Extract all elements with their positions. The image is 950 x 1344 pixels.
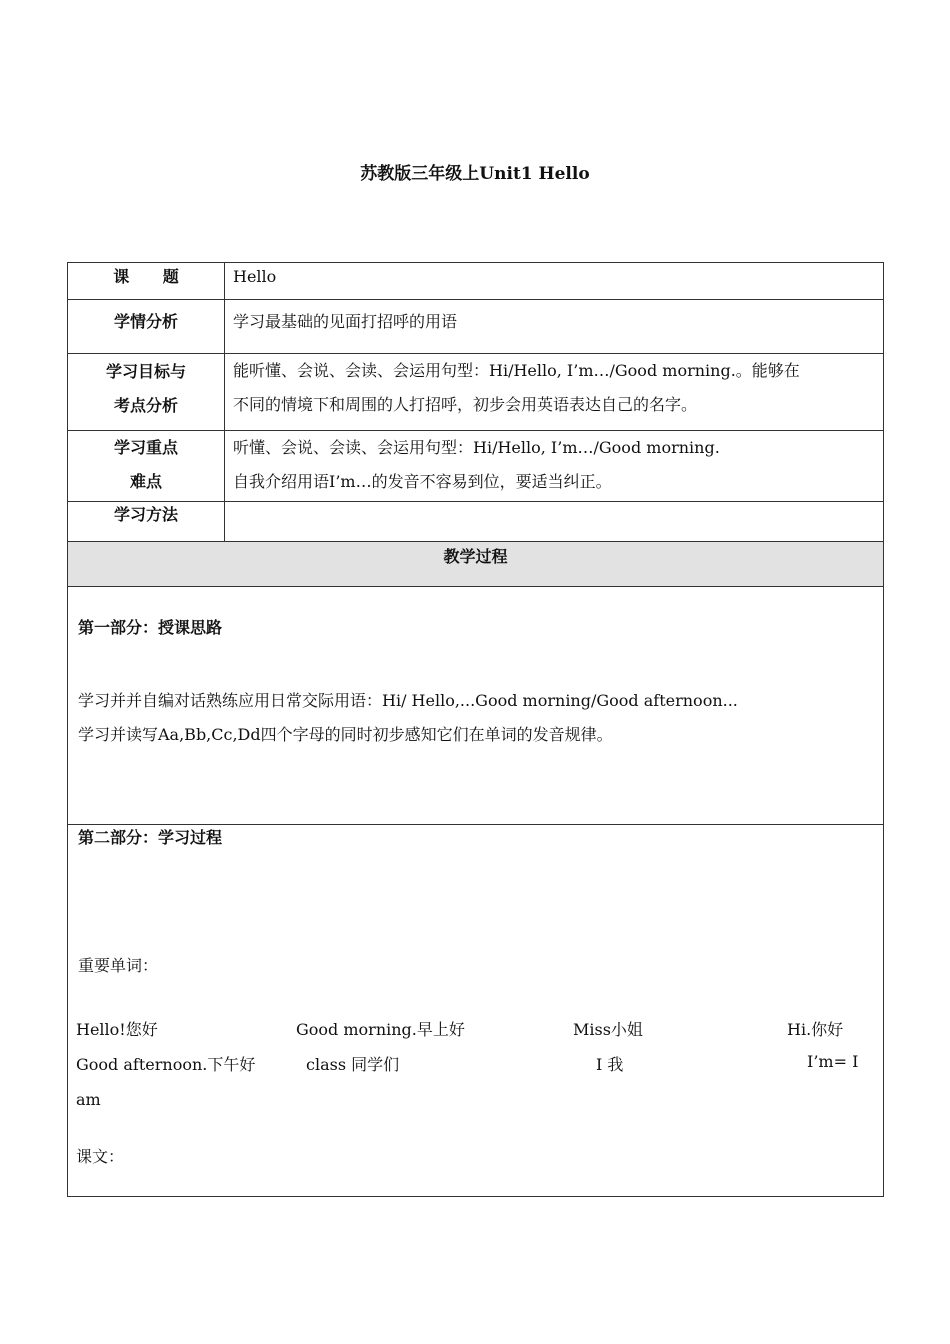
goals-value-line2: 不同的情境下和周围的人打招呼，初步会用英语表达自己的名字。 xyxy=(233,395,698,414)
analysis-value-cell xyxy=(225,300,884,354)
process-header: 教学过程 xyxy=(443,547,508,566)
part1-heading: 第一部分：授课思路 xyxy=(78,618,223,637)
method-value-cell xyxy=(225,502,884,542)
part1-cell xyxy=(68,587,884,825)
document-title: 苏教版三年级上Unit1 Hello xyxy=(360,164,590,184)
vocab-item: Hello!您好 xyxy=(76,1020,158,1039)
lesson-table xyxy=(67,262,884,1197)
analysis-value: 学习最基础的见面打招呼的用语 xyxy=(233,312,458,331)
row-process-header xyxy=(68,542,884,587)
focus-value-line2: 自我介绍用语I’m…的发音不容易到位，要适当纠正。 xyxy=(233,472,612,491)
topic-value-cell xyxy=(225,263,884,300)
part2-heading: 第二部分：学习过程 xyxy=(78,828,223,847)
method-label-cell xyxy=(68,502,225,542)
part1-line2: 学习并读写Aa,Bb,Cc,Dd四个字母的同时初步感知它们在单词的发音规律。 xyxy=(78,725,613,744)
vocab-item: Miss小姐 xyxy=(573,1020,643,1039)
part1-line1: 学习并并自编对话熟练应用日常交际用语：Hi/ Hello,...Good morning/Good afternoon... xyxy=(78,691,738,710)
focus-label-line2: 难点 xyxy=(129,472,162,491)
text-label: 课文： xyxy=(76,1147,125,1166)
row-part2 xyxy=(68,825,884,1197)
row-focus xyxy=(68,431,884,502)
goals-label-line1: 学习目标与 xyxy=(105,362,186,381)
vocab-row-3 xyxy=(76,1087,875,1121)
analysis-label-cell xyxy=(68,300,225,354)
vocab-row-2 xyxy=(76,1052,875,1087)
topic-value: Hello xyxy=(233,267,277,286)
goals-label-cell xyxy=(68,354,225,431)
vocab-item: Good afternoon.下午好 xyxy=(76,1055,256,1074)
vocab-item: I’m= I xyxy=(807,1052,859,1071)
vocab-item: class 同学们 xyxy=(306,1055,400,1074)
row-topic xyxy=(68,263,884,300)
vocab-item: I 我 xyxy=(596,1055,624,1074)
topic-label-cell xyxy=(68,263,225,300)
focus-value-line1: 听懂、会说、会读、会运用句型：Hi/Hello, I’m…/Good morning. xyxy=(233,438,720,457)
part2-cell xyxy=(68,825,884,1197)
method-label: 学习方法 xyxy=(113,505,178,524)
goals-value-line1: 能听懂、会说、会读、会运用句型：Hi/Hello, I’m…/Good morning.。能够在 xyxy=(233,361,800,380)
focus-value-cell xyxy=(225,431,884,502)
row-method xyxy=(68,502,884,542)
vocab-row-1 xyxy=(76,1017,875,1052)
process-header-cell xyxy=(68,542,884,587)
row-part1 xyxy=(68,587,884,825)
focus-label-line1: 学习重点 xyxy=(113,438,178,457)
row-analysis xyxy=(68,300,884,354)
vocab-item: Hi.你好 xyxy=(787,1020,844,1039)
goals-label-line2: 考点分析 xyxy=(113,396,178,415)
vocab-item: am xyxy=(76,1090,101,1109)
row-goals xyxy=(68,354,884,431)
analysis-label: 学情分析 xyxy=(113,312,178,331)
vocab-item: Good morning.早上好 xyxy=(296,1020,465,1039)
goals-value-cell xyxy=(225,354,884,431)
focus-label-cell xyxy=(68,431,225,502)
topic-label: 课 题 xyxy=(113,267,179,286)
vocab-label: 重要单词： xyxy=(78,956,159,975)
